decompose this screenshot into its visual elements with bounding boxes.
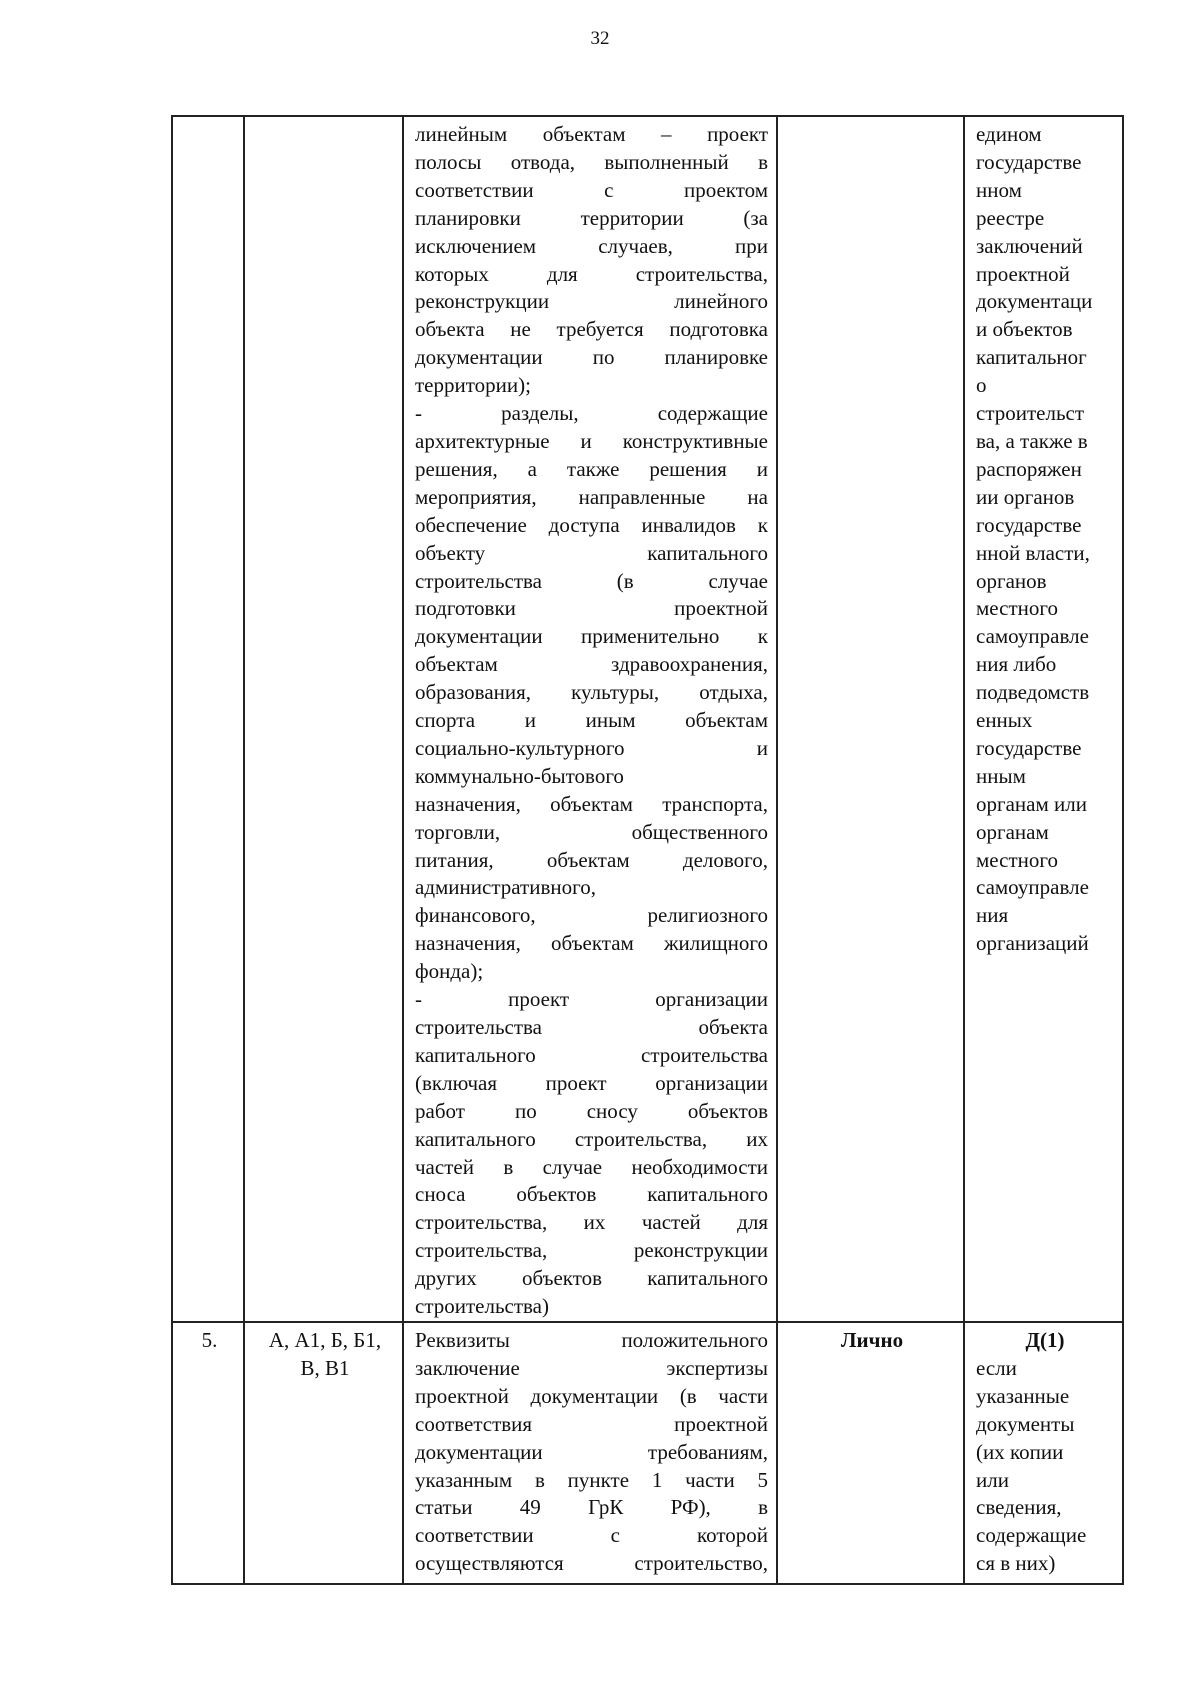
text-line: частей в случае необходимости bbox=[415, 1154, 768, 1179]
text-line: распоряжен bbox=[976, 456, 1082, 481]
text-line: документаци bbox=[976, 289, 1093, 314]
text-line: сноса объектов капитального bbox=[415, 1182, 768, 1207]
text-line: соответствии с проектом bbox=[415, 177, 768, 202]
text-line: если bbox=[976, 1355, 1017, 1380]
text-line: едином bbox=[976, 122, 1042, 146]
text-line: архитектурные и конструктивные bbox=[415, 428, 768, 453]
text-line: органов bbox=[976, 568, 1047, 593]
text-line: объекту капитального bbox=[415, 540, 768, 565]
text-line: фонда); bbox=[415, 959, 484, 984]
row2-categories-cell bbox=[244, 1322, 403, 1584]
row1-number-cell bbox=[172, 116, 244, 1322]
text-line: исключением случаев, при bbox=[415, 233, 768, 258]
text-line: (их копии bbox=[976, 1439, 1064, 1464]
text-line: линейным объектам – проект bbox=[415, 122, 768, 146]
text-line: реестре bbox=[976, 205, 1045, 230]
text-line: В, В1 bbox=[300, 1355, 350, 1380]
text-line: статьи 49 ГрК РФ), в bbox=[415, 1495, 768, 1520]
text-line: (включая проект организации bbox=[415, 1070, 768, 1095]
text-line: финансового, религиозного bbox=[415, 903, 768, 928]
text-line: соответствия проектной bbox=[415, 1411, 768, 1436]
text-line: ии органов bbox=[976, 484, 1075, 509]
text-line: указанным в пункте 1 части 5 bbox=[415, 1467, 768, 1492]
text-line: территории); bbox=[415, 373, 531, 398]
text-line: строительст bbox=[976, 401, 1085, 426]
row2-note-text bbox=[965, 1355, 1122, 1578]
text-line: органам bbox=[976, 819, 1049, 844]
text-line: о bbox=[976, 373, 987, 398]
text-line: ва, а также в bbox=[976, 428, 1088, 453]
text-line: документы bbox=[976, 1411, 1075, 1436]
text-line: строительства) bbox=[415, 1294, 549, 1319]
text-line: строительства, их частей для bbox=[415, 1210, 768, 1235]
text-line: назначения, объектам транспорта, bbox=[415, 791, 768, 816]
text-line: органам или bbox=[976, 791, 1087, 816]
text-line: местного bbox=[976, 596, 1058, 621]
text-line: документации по планировке bbox=[415, 345, 768, 370]
row2-number: 5. bbox=[201, 1327, 218, 1352]
text-line: строительства, реконструкции bbox=[415, 1238, 768, 1263]
text-line: документации применительно к bbox=[415, 624, 768, 649]
text-line: строительства объекта bbox=[415, 1015, 768, 1039]
row1-categories bbox=[245, 117, 402, 121]
table-row bbox=[172, 1322, 1123, 1584]
text-line: нным bbox=[976, 763, 1026, 788]
row1-categories-cell bbox=[244, 116, 403, 1322]
text-line: социально-культурного и bbox=[415, 735, 768, 760]
text-line: назначения, объектам жилищного bbox=[415, 931, 768, 956]
text-line: местного bbox=[976, 847, 1058, 872]
row1-note-cell bbox=[964, 116, 1123, 1322]
text-line: ния либо bbox=[976, 652, 1057, 677]
text-line: обеспечение доступа инвалидов к bbox=[415, 512, 768, 537]
text-line: сведения, bbox=[976, 1495, 1062, 1520]
row2-document-text bbox=[404, 1323, 776, 1578]
text-line: реконструкции линейного bbox=[415, 289, 768, 314]
text-line: образования, культуры, отдыха, bbox=[415, 680, 768, 705]
text-line: указанные bbox=[976, 1383, 1070, 1408]
text-line: объекта не требуется подготовка bbox=[415, 317, 768, 342]
row1-submission-cell bbox=[777, 116, 964, 1322]
text-line: торговли, общественного bbox=[415, 819, 768, 844]
text-line: проектной документации (в части bbox=[415, 1383, 768, 1408]
text-line: самоуправле bbox=[976, 875, 1089, 900]
text-line: государстве bbox=[976, 149, 1082, 174]
text-line: работ по сносу объектов bbox=[415, 1098, 768, 1123]
text-line: капитальног bbox=[976, 345, 1087, 370]
text-line: соответствии с которой bbox=[415, 1523, 768, 1548]
text-line: содержащие bbox=[976, 1523, 1087, 1548]
text-line: питания, объектам делового, bbox=[415, 847, 768, 872]
text-line: подготовки проектной bbox=[415, 596, 768, 621]
text-line: полосы отвода, выполненный в bbox=[415, 149, 768, 174]
row1-submission bbox=[778, 117, 963, 121]
text-line: капитального строительства bbox=[415, 1042, 768, 1067]
text-line: строительства (в случае bbox=[415, 568, 768, 593]
row2-submission: Лично bbox=[840, 1327, 904, 1352]
text-line: ния bbox=[976, 903, 1009, 928]
text-line: решения, а также решения и bbox=[415, 456, 768, 481]
text-line: и объектов bbox=[976, 317, 1073, 342]
row2-document-cell bbox=[403, 1322, 777, 1584]
text-line: заключение экспертизы bbox=[415, 1355, 768, 1380]
text-line: планировки территории (за bbox=[415, 205, 768, 230]
text-line: коммунально-бытового bbox=[415, 763, 624, 788]
text-line: мероприятия, направленные на bbox=[415, 484, 768, 509]
requirements-table bbox=[171, 115, 1124, 1585]
text-line: административного, bbox=[415, 875, 596, 900]
text-line: А, А1, Б, Б1, bbox=[268, 1327, 382, 1352]
text-line: нном bbox=[976, 177, 1022, 202]
text-line: Реквизиты положительного bbox=[415, 1327, 768, 1352]
text-line: спорта и иным объектам bbox=[415, 708, 768, 733]
row2-categories bbox=[245, 1323, 402, 1383]
text-line: организаций bbox=[976, 931, 1089, 956]
text-line: капитального строительства, их bbox=[415, 1126, 768, 1151]
text-line: осуществляются строительство, bbox=[415, 1551, 768, 1576]
text-line: ся в них) bbox=[976, 1551, 1056, 1576]
text-line: заключений bbox=[976, 233, 1083, 258]
page-number: 32 bbox=[590, 28, 610, 49]
row1-document-cell bbox=[403, 116, 777, 1322]
row2-note-cell bbox=[964, 1322, 1123, 1584]
text-line: самоуправле bbox=[976, 624, 1089, 649]
text-line: государстве bbox=[976, 735, 1082, 760]
text-line: подведомств bbox=[976, 680, 1090, 705]
text-line: проектной bbox=[976, 261, 1070, 286]
row1-note-text bbox=[965, 117, 1122, 958]
text-line: - разделы, содержащие bbox=[415, 401, 768, 426]
row2-submission-cell bbox=[777, 1322, 964, 1584]
text-line: или bbox=[976, 1467, 1009, 1492]
row1-number bbox=[173, 117, 243, 121]
table-row bbox=[172, 116, 1123, 1322]
text-line: - проект организации bbox=[415, 987, 768, 1012]
text-line: которых для строительства, bbox=[415, 261, 768, 286]
text-line: других объектов капитального bbox=[415, 1266, 768, 1291]
text-line: документации требованиям, bbox=[415, 1439, 768, 1464]
text-line: нной власти, bbox=[976, 540, 1090, 565]
text-line: государстве bbox=[976, 512, 1082, 537]
row2-number-cell bbox=[172, 1322, 244, 1584]
text-line: объектам здравоохранения, bbox=[415, 652, 768, 677]
row1-document-text bbox=[404, 117, 776, 1321]
row2-note-heading: Д(1) bbox=[1025, 1327, 1065, 1352]
text-line: енных bbox=[976, 708, 1033, 733]
